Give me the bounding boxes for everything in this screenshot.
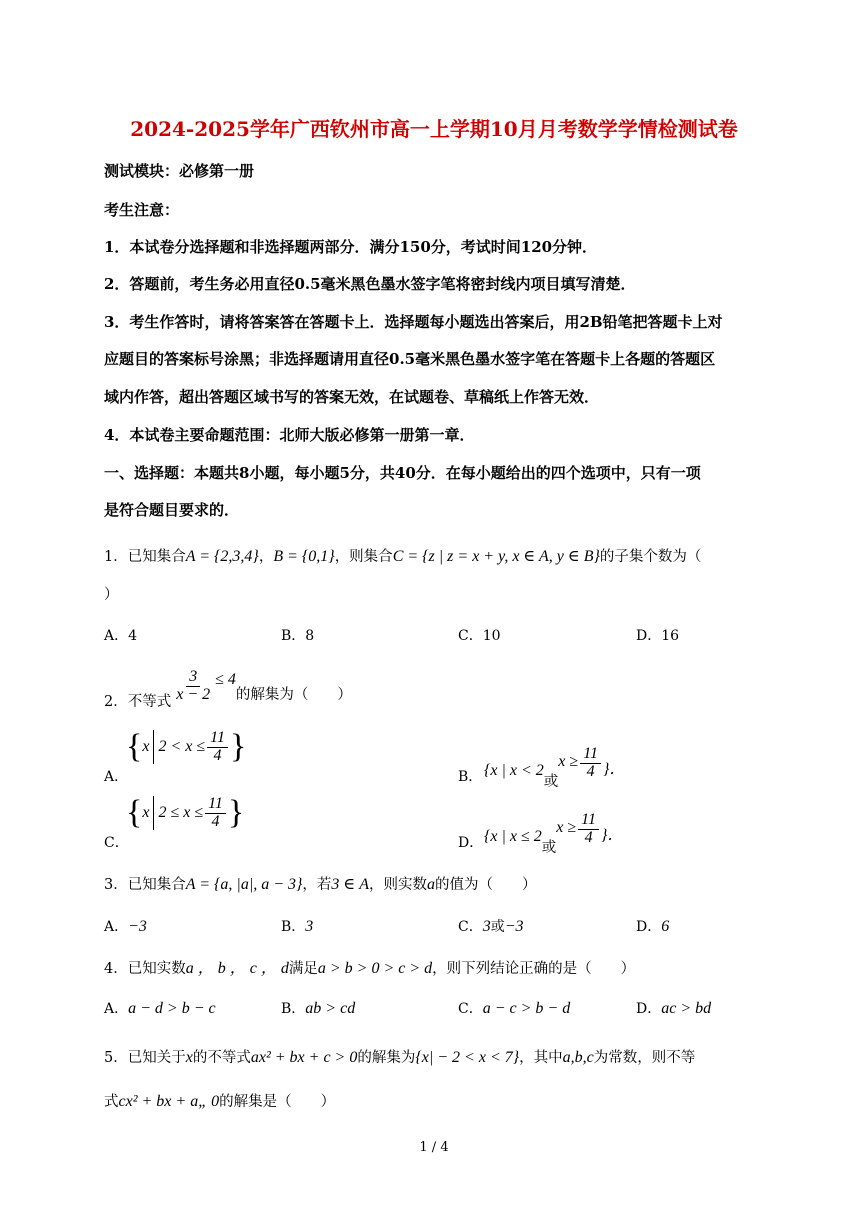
q4-tail: ，则下列结论正确的是（ ）: [432, 961, 636, 977]
q3-option-c-or: 或: [490, 919, 505, 935]
q4-option-c-value: a − c > b − d: [482, 1000, 571, 1017]
q2-option-c-set: [126, 794, 244, 832]
q3-condition: 3 ∈ A: [331, 876, 370, 893]
section-heading-line-1: 一、选择题：本题共8小题，每小题5分，共40分．在每小题给出的四个选项中，只有一项: [104, 464, 701, 482]
q4-vars: a ， b ， c ， d: [185, 960, 289, 977]
q3-option-c: [458, 916, 524, 936]
q2-denominator: x − 2: [176, 686, 211, 703]
question-5-line-2: [104, 1090, 335, 1111]
q2-option-b-den: 4: [586, 763, 595, 780]
q2-option-b-set: [484, 736, 625, 791]
q2-option-d-den: 4: [584, 829, 593, 846]
page-number: 1 / 4: [419, 1140, 449, 1155]
q3-option-b-label: B．: [281, 919, 306, 935]
q5-constants: a,b,c: [562, 1049, 594, 1066]
q2-option-c-var: x: [142, 804, 150, 821]
note-3-line-3: 域内作答，超出答题区域书写的答案无效，在试题卷、草稿纸上作答无效．: [104, 388, 600, 406]
q3-option-c-value: 3: [482, 918, 491, 935]
q3-option-c-label: C．: [458, 919, 483, 935]
q3-option-a-value: −3: [128, 918, 147, 935]
q5-lead: 5．已知关于: [104, 1050, 186, 1066]
test-module: 测试模块：必修第一册: [104, 162, 255, 180]
question-2: [104, 662, 352, 711]
q5-inequality-2: cx² + bx + a„ 0: [118, 1093, 220, 1110]
q3-option-c-value-2: −3: [504, 918, 524, 935]
left-brace: {: [126, 728, 143, 765]
left-brace: {: [126, 794, 143, 831]
q2-option-c-den: 4: [211, 812, 220, 830]
q5-tail: 为常数，则不等: [593, 1050, 696, 1066]
q1-option-c: C．10: [458, 628, 501, 644]
q5-line-2-lead: 式: [104, 1094, 119, 1110]
note-2: 2．答题前，考生务必用直径0.5毫米黑色墨水签字笔将密封线内项目填写清楚．: [104, 275, 636, 293]
q5-mid-2: 的解集为: [357, 1050, 416, 1066]
question-5: [104, 1046, 695, 1067]
q4-option-d-label: D．: [636, 1001, 662, 1017]
q2-option-d-set: [484, 802, 623, 857]
q3-option-b: [281, 916, 313, 936]
q5-line-2-tail: 的解集是（ ）: [219, 1094, 336, 1110]
q3-lead: 3．已知集合: [104, 877, 186, 893]
q2-numerator: 3: [186, 669, 200, 687]
q5-mid-3: ，其中: [519, 1050, 563, 1066]
q5-mid: 的不等式: [192, 1050, 251, 1066]
q2-option-b-cond-2: x ≥: [558, 752, 579, 770]
q2-option-a-set: [126, 728, 246, 766]
q2-option-c-label: C．: [104, 835, 129, 851]
q1-option-b: B．8: [281, 628, 315, 644]
q3-option-b-value: 3: [305, 918, 314, 935]
notice-heading: 考生注意：: [104, 201, 180, 219]
q3-option-a: [104, 916, 147, 936]
q2-option-d-fraction: [578, 812, 599, 847]
q2-option-b-end: }．: [603, 761, 626, 778]
note-3-line-2: 应题目的答案标号涂黑；非选择题请用直径0.5毫米黑色墨水签字笔在答题卡上各题的答题区: [104, 350, 716, 368]
q1-separator: ，: [258, 549, 274, 565]
q2-option-a-fraction: [207, 730, 228, 765]
question-1: [104, 545, 701, 566]
q4-option-a-value: a − d > b − c: [128, 1000, 216, 1017]
q2-option-d-end: }．: [600, 827, 624, 844]
q2-option-a-den: 4: [213, 746, 222, 764]
q2-relation: ≤ 4: [215, 670, 236, 688]
q4-mid: 满足: [288, 961, 318, 977]
q2-option-b-cond-1: {x | x < 2: [484, 761, 544, 779]
q1-lead: 1．已知集合: [104, 549, 186, 565]
q4-option-d-value: ac > bd: [661, 1000, 712, 1017]
q3-option-a-label: A．: [104, 919, 129, 935]
q3-tail: 的值为（ ）: [435, 877, 537, 893]
q4-option-b-label: B．: [281, 1001, 306, 1017]
q2-lead: 2．不等式: [104, 694, 172, 710]
note-3-line-1: 3．考生作答时，请将答案答在答题卡上．选择题每小题选出答案后，用2B铅笔把答题卡上对: [104, 313, 723, 331]
q1-mid: ，则集合: [334, 549, 393, 565]
q2-fraction: [173, 669, 213, 704]
q3-mid: ，若: [302, 877, 332, 893]
q4-option-c: [458, 998, 570, 1018]
q1-option-d: D．16: [636, 628, 680, 644]
q1-set-c: C = {z | z = x + y, x ∈ A, y ∈ B}: [392, 548, 600, 565]
q5-solution-set: {x| − 2 < x < 7}: [415, 1049, 520, 1066]
q1-set-a: A = {2,3,4}: [185, 548, 259, 565]
q2-option-a-label: A．: [104, 769, 129, 785]
q2-option-b-or: 或: [543, 774, 559, 790]
question-4: [104, 955, 635, 978]
divider-bar: [153, 730, 154, 764]
q4-option-a-label: A．: [104, 1001, 129, 1017]
q2-tail: 的解集为（ ）: [235, 687, 352, 703]
section-heading-line-2: 是符合题目要求的．: [104, 501, 240, 519]
right-brace: }: [227, 794, 245, 831]
q2-option-a-var: x: [142, 738, 150, 755]
q2-option-b-num: 11: [580, 746, 601, 764]
q2-option-d-num: 11: [578, 812, 599, 830]
note-4: 4．本试卷主要命题范围：北师大版必修第一册第一章．: [104, 426, 475, 444]
q4-option-d: [636, 998, 711, 1018]
q5-inequality: ax² + bx + c > 0: [250, 1049, 358, 1066]
q2-option-c-condition: 2 ≤ x ≤: [158, 804, 204, 821]
q1-close-paren: ）: [104, 587, 119, 603]
q2-option-a-num: 11: [207, 730, 228, 748]
page-title: 2024-2025学年广西钦州市高一上学期10月月考数学学情检测试卷: [130, 117, 738, 141]
q5-var: x: [185, 1049, 193, 1066]
q3-mid-2: ，则实数: [369, 877, 428, 893]
q4-option-b: [281, 998, 355, 1018]
q3-option-d: [636, 916, 669, 936]
q3-option-d-label: D．: [636, 919, 662, 935]
q2-option-d-cond-1: {x | x ≤ 2: [484, 827, 542, 845]
q3-option-d-value: 6: [661, 918, 670, 935]
q1-option-a: A．4: [104, 628, 138, 644]
divider-bar: [153, 796, 154, 830]
question-3: [104, 873, 537, 894]
q3-var: a: [427, 876, 436, 893]
q4-option-a: [104, 998, 216, 1018]
right-brace: }: [229, 728, 247, 765]
q3-set-a: A = {a, |a|, a − 3}: [185, 876, 303, 893]
q1-set-b: B = {0,1}: [273, 548, 335, 565]
q2-option-a-condition: 2 < x ≤: [158, 738, 206, 755]
q1-tail: 的子集个数为（: [599, 549, 702, 565]
q2-option-b-fraction: [580, 746, 601, 781]
q2-option-c-fraction: [205, 796, 226, 831]
q4-option-b-value: ab > cd: [305, 1000, 356, 1017]
q4-lead: 4．已知实数: [104, 961, 186, 977]
q2-option-b-label: B．: [458, 769, 483, 785]
q4-condition: a > b > 0 > c > d: [317, 960, 433, 977]
q2-option-d-label: D．: [458, 835, 484, 851]
q4-option-c-label: C．: [458, 1001, 483, 1017]
q2-option-c-num: 11: [205, 796, 226, 814]
q2-option-d-cond-2: x ≥: [556, 818, 577, 836]
q2-option-d-or: 或: [541, 840, 557, 856]
note-1: 1．本试卷分选择题和非选择题两部分．满分150分，考试时间120分钟．: [104, 238, 598, 256]
